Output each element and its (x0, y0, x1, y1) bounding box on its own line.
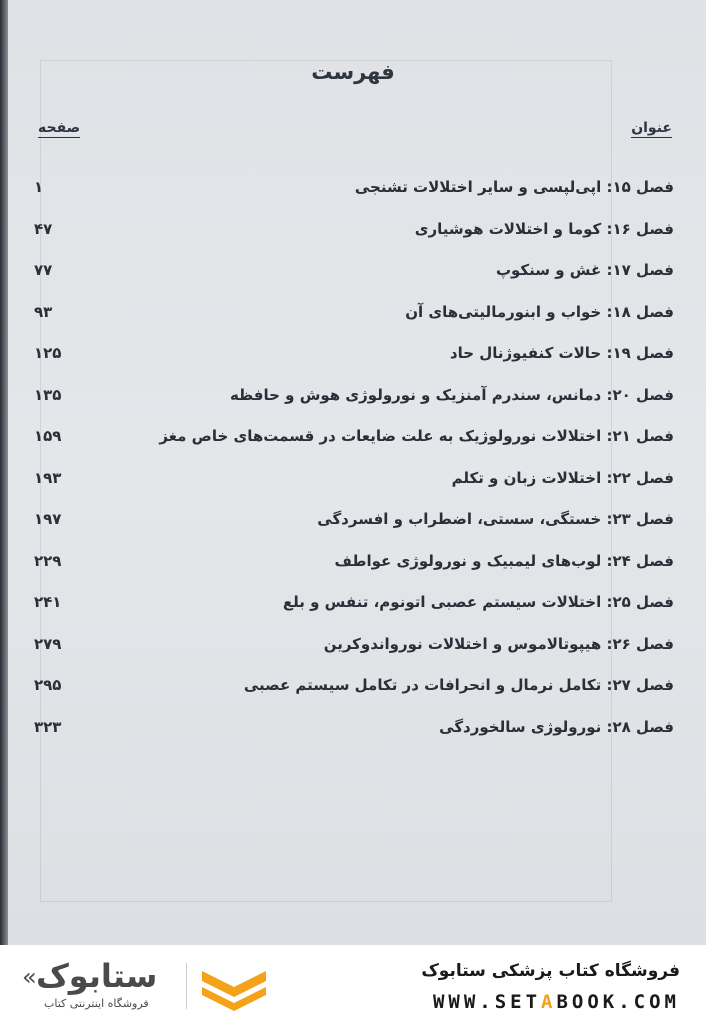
toc-entry[interactable] (34, 174, 674, 200)
toc-chapter-title: فصل ۲۴: لوب‌های لیمبیک و نورولوژی عواطف (334, 551, 674, 570)
toc-entry[interactable] (34, 382, 674, 408)
toc-title: فهرست (311, 60, 395, 84)
toc-page-number: ۱۲۵ (34, 344, 62, 362)
toc-chapter-title: فصل ۱۵: اپی‌لپسی و سایر اختلالات تشنجی (354, 178, 674, 196)
column-header-page: صفحه (38, 120, 81, 136)
toc-page-number: ۴۷ (34, 219, 53, 238)
toc-chapter-title: فصل ۲۶: هیپوتالاموس و اختلالات نورواندوکرین (323, 634, 674, 653)
toc-entry[interactable] (34, 340, 674, 366)
toc-page-number: ۹۳ (34, 302, 53, 321)
toc-page-number: ۷۷ (34, 261, 53, 279)
url-brand-accent: A (541, 991, 557, 1013)
store-url[interactable] (433, 991, 680, 1013)
toc-page-number: ۱۳۵ (34, 385, 62, 404)
toc-entry[interactable] (34, 299, 674, 325)
toc-chapter-title: فصل ۲۰: دمانس، سندرم آمنزیک و نورولوژی هوش و حافظه (229, 385, 674, 404)
toc-entry[interactable] (34, 714, 674, 740)
toc-entry[interactable] (34, 631, 674, 657)
toc-page-number: ۲۹۵ (34, 676, 62, 694)
url-prefix: WWW. (432, 991, 495, 1013)
logo-tagline: فروشگاه اینترنتی کتاب (44, 997, 149, 1010)
toc-entry[interactable] (34, 672, 674, 698)
toc-page-number: ۱۵۹ (34, 427, 62, 445)
toc-chapter-title: فصل ۲۸: نورولوژی سالخوردگی (439, 717, 674, 736)
toc-page-number: ۲۴۱ (34, 593, 62, 611)
url-brand-start: SET (494, 991, 542, 1013)
toc-entry[interactable] (34, 465, 674, 491)
toc-page-number: ۲۷۹ (34, 634, 62, 653)
toc-page-number: ۱۹۷ (34, 510, 62, 528)
toc-page-number: ۳۲۳ (34, 717, 62, 736)
toc-entry[interactable] (34, 216, 674, 242)
toc-chapter-title: فصل ۲۵: اختلالات سیستم عصبی اتونوم، تنفس و بلع (282, 593, 674, 611)
toc-chapter-title: فصل ۲۳: خستگی، سستی، اضطراب و افسردگی (317, 510, 674, 528)
toc-chapter-title: فصل ۲۲: اختلالات زبان و تکلم (451, 468, 674, 487)
logo-divider (186, 963, 187, 1009)
url-brand-end: BOOK.COM (556, 991, 680, 1013)
toc-chapter-title: فصل ۱۸: خواب و ابنورمالیتی‌های آن (405, 302, 674, 321)
column-header-title: عنوان (631, 120, 672, 136)
double-chevron-icon: « (22, 963, 37, 991)
store-footer (0, 945, 706, 1024)
toc-entry[interactable] (34, 548, 674, 574)
toc-chapter-title: فصل ۱۹: حالات کنفیوژنال حاد (449, 344, 674, 362)
toc-page-number: ۱ (34, 178, 44, 196)
logo-wordmark: ستابوک (36, 957, 158, 995)
toc-page-number: ۱۹۳ (34, 468, 62, 487)
toc-entry[interactable] (34, 506, 674, 532)
toc-chapter-title: فصل ۱۷: غش و سنکوپ (495, 261, 674, 279)
page-edge-shadow (0, 0, 8, 945)
toc-entry[interactable] (34, 589, 674, 615)
toc-chapter-title: فصل ۲۱: اختلالات نورولوژیک به علت ضایعات در قسمت‌های خاص مغز (159, 427, 674, 445)
toc-entry[interactable] (34, 423, 674, 449)
toc-page-number: ۲۲۹ (34, 551, 62, 570)
toc-entry[interactable] (34, 257, 674, 283)
store-name: فروشگاه کتاب پزشکی ستابوک (421, 961, 680, 981)
book-chevron-icon (198, 963, 270, 1013)
toc-chapter-title: فصل ۱۶: کوما و اختلالات هوشیاری (414, 219, 674, 238)
toc-chapter-title: فصل ۲۷: تکامل نرمال و انحرافات در تکامل سیستم عصبی (243, 676, 674, 694)
